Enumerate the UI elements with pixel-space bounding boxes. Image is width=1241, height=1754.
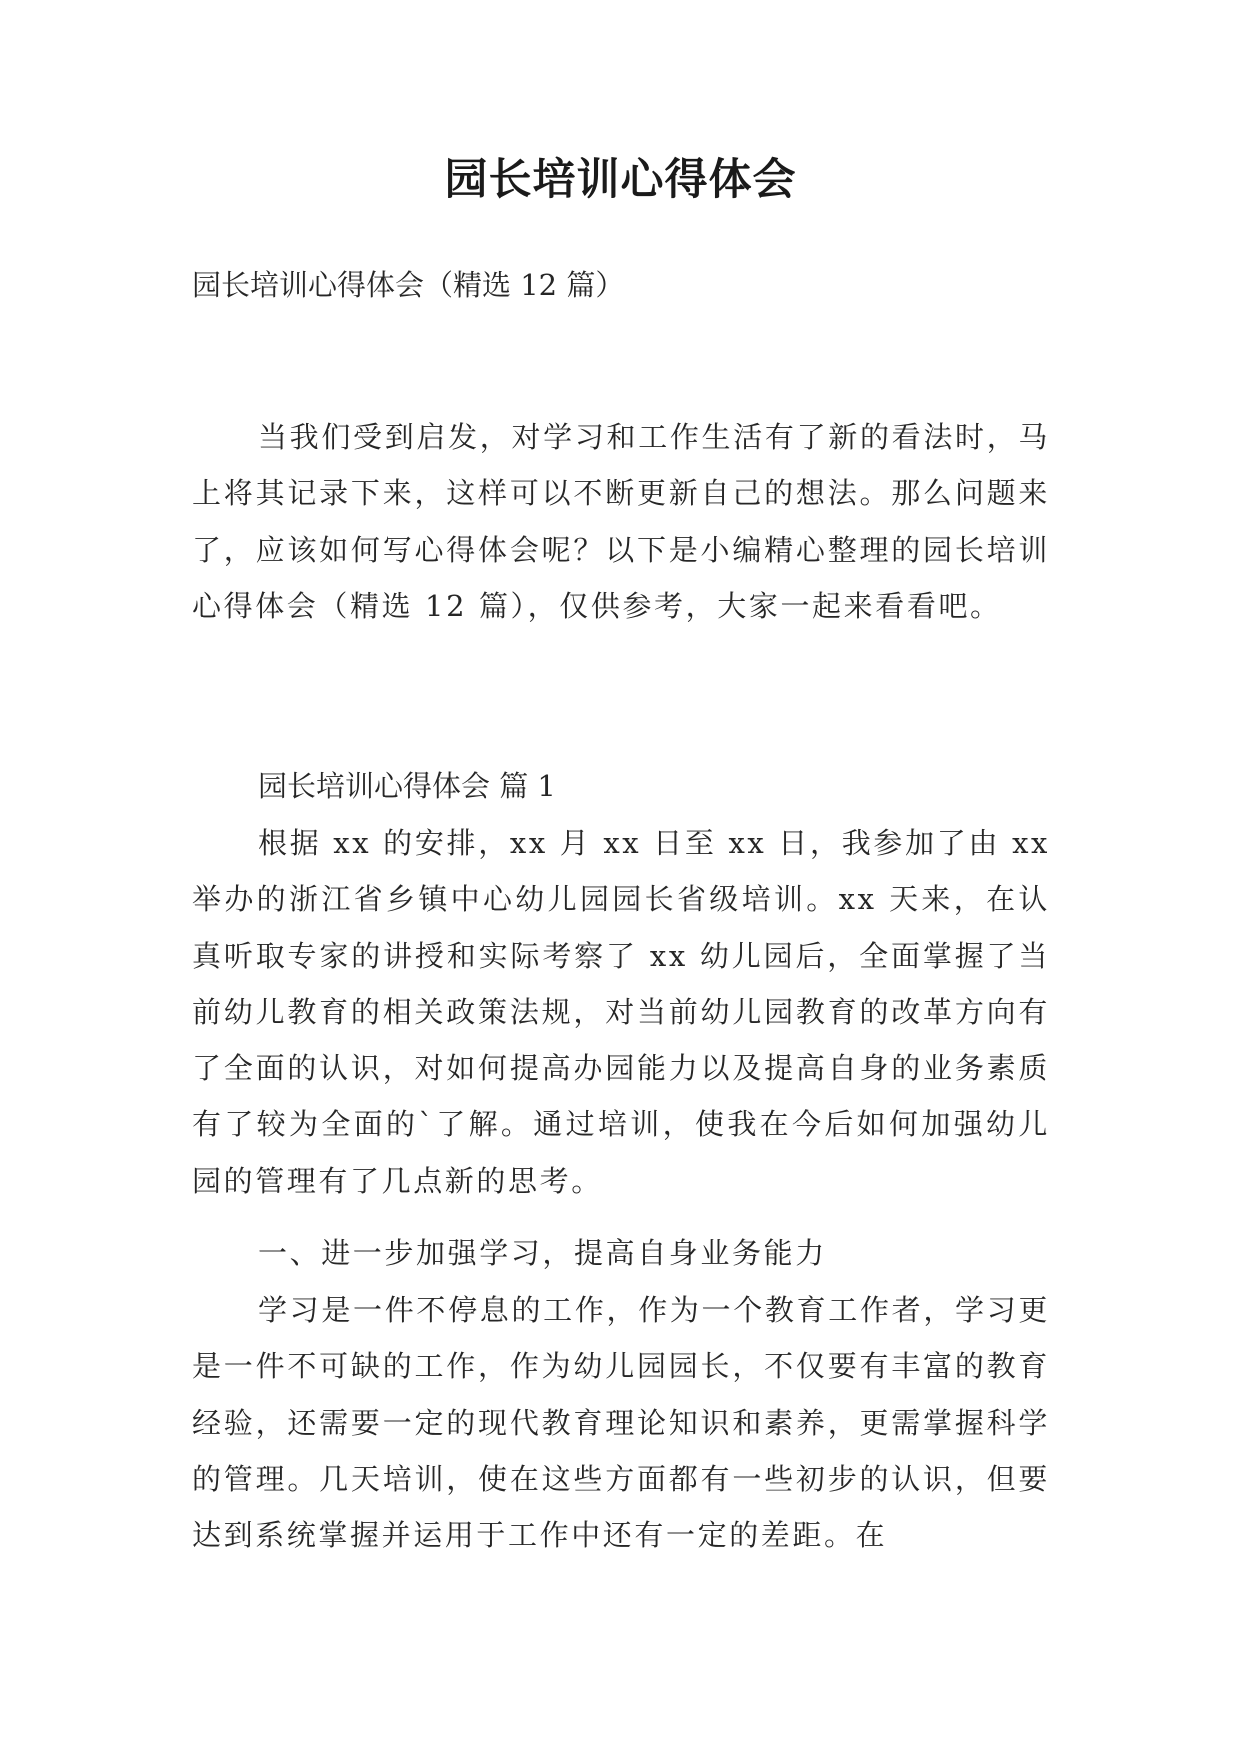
body-paragraph: 根据 xx 的安排，xx 月 xx 日至 xx 日，我参加了由 xx 举办的浙江省乡镇中心幼儿园园长省级培训。xx 天来，在认真听取专家的讲授和实际考察了 xx 幼儿园后，全面掌握了当前幼儿教育的相关政策法规，对当前幼儿园教育的改革方向有了全面的认识，对如何提高办园能力以及提高自身的业务素质有了较为全面的`了解。通过培训，使我在今后如何加强幼儿园的管理有了几点新的思考。 — [192, 826, 1050, 1198]
point-heading: 一、进一步加强学习，提高自身业务能力 — [258, 1236, 827, 1270]
intro-paragraph: 当我们受到启发，对学习和工作生活有了新的看法时，马上将其记录下来，这样可以不断更新自己的想法。那么问题来了，应该如何写心得体会呢？以下是小编精心整理的园长培训心得体会（精选 12 篇），仅供参考，大家一起来看看吧。 — [192, 420, 1050, 623]
document-title: 园长培训心得体会 — [444, 155, 797, 205]
document-subtitle: 园长培训心得体会（精选 12 篇） — [192, 268, 625, 302]
body-paragraph: 学习是一件不停息的工作，作为一个教育工作者，学习更是一件不可缺的工作，作为幼儿园园长，不仅要有丰富的教育经验，还需要一定的现代教育理论知识和素养，更需掌握科学的管理。几天培训，使在这些方面都有一些初步的认识，但要达到系统掌握并运用于工作中还有一定的差距。在 — [192, 1293, 1050, 1553]
section-heading: 园长培训心得体会 篇 1 — [258, 769, 556, 803]
